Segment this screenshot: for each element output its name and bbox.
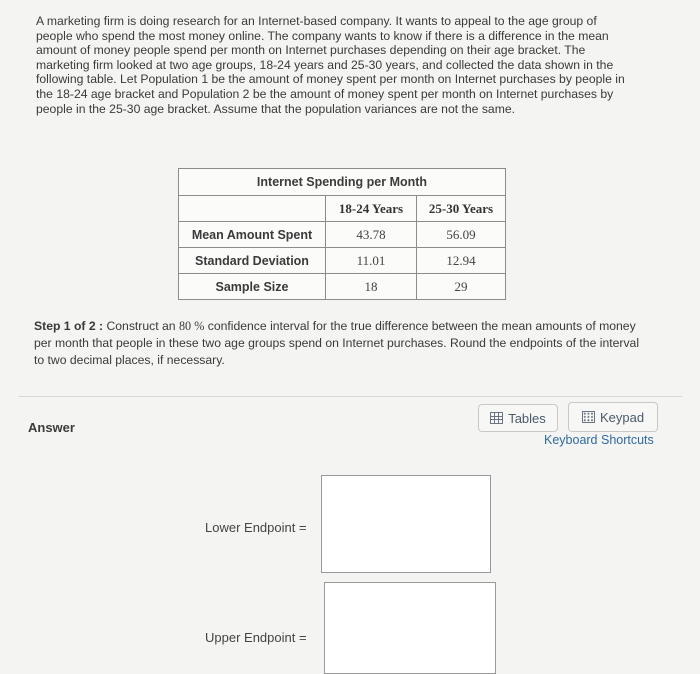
cell-sample-size-18-24: 18 <box>326 274 417 300</box>
step-label: Step 1 of 2 : <box>34 319 104 333</box>
upper-endpoint-label: Upper Endpoint = <box>205 630 307 645</box>
table-row <box>179 248 506 274</box>
cell-mean-25-30: 56.09 <box>417 222 506 248</box>
cell-sample-size-25-30: 29 <box>417 274 506 300</box>
keypad-icon <box>582 411 595 423</box>
answer-label: Answer <box>28 420 75 435</box>
column-header-25-30: 25-30 Years <box>417 196 506 222</box>
cell-std-dev-18-24: 11.01 <box>326 248 417 274</box>
cell-mean-18-24: 43.78 <box>326 222 417 248</box>
tables-button[interactable] <box>478 404 558 432</box>
tables-button-label: Tables <box>508 410 546 426</box>
table-corner-cell <box>179 196 326 222</box>
lower-endpoint-input[interactable] <box>321 475 491 573</box>
keyboard-shortcuts-link[interactable]: Keyboard Shortcuts <box>544 433 654 447</box>
step-text-after: confidence interval for the true difference between the mean amounts of money per month that people in these two age groups spend on Internet purchases. Round the endpoints of the interval to two decimal places, if necessary. <box>34 319 640 367</box>
row-header-mean: Mean Amount Spent <box>179 222 326 248</box>
column-header-18-24: 18-24 Years <box>326 196 417 222</box>
problem-statement: A marketing firm is doing research for an Internet-based company. It wants to appeal to the age group of people who spend the most money online. The company wants to know if there is a difference in the mean amount of money people spend per month on Internet purchases depending on their age bracket. The marketing firm looked at two age groups, 18-24 years and 25-30 years, and collected the data shown in the following table. Let Population 1 be the amount of money spent per month on Internet purchases by people in the 18-24 age bracket and Population 2 be the amount of money spent per month on Internet purchases by people in the 25-30 age bracket. Assume that the population variances are not the same. <box>36 14 625 116</box>
upper-endpoint-input[interactable] <box>324 582 496 674</box>
keypad-button-label: Keypad <box>599 409 645 425</box>
cell-std-dev-25-30: 12.94 <box>417 248 506 274</box>
row-header-sample-size: Sample Size <box>179 274 326 300</box>
table-caption: Internet Spending per Month <box>179 169 506 196</box>
table-grid-icon <box>490 412 503 424</box>
section-divider <box>18 396 682 397</box>
row-header-std-dev: Standard Deviation <box>179 248 326 274</box>
internet-spending-table <box>178 168 506 300</box>
table-row <box>179 222 506 248</box>
confidence-percent: 80 % <box>178 319 205 333</box>
table-row <box>179 274 506 300</box>
step-text-before: Construct an <box>103 319 179 333</box>
step-instructions <box>34 318 640 369</box>
keypad-button[interactable] <box>568 402 658 432</box>
lower-endpoint-label: Lower Endpoint = <box>205 520 307 535</box>
